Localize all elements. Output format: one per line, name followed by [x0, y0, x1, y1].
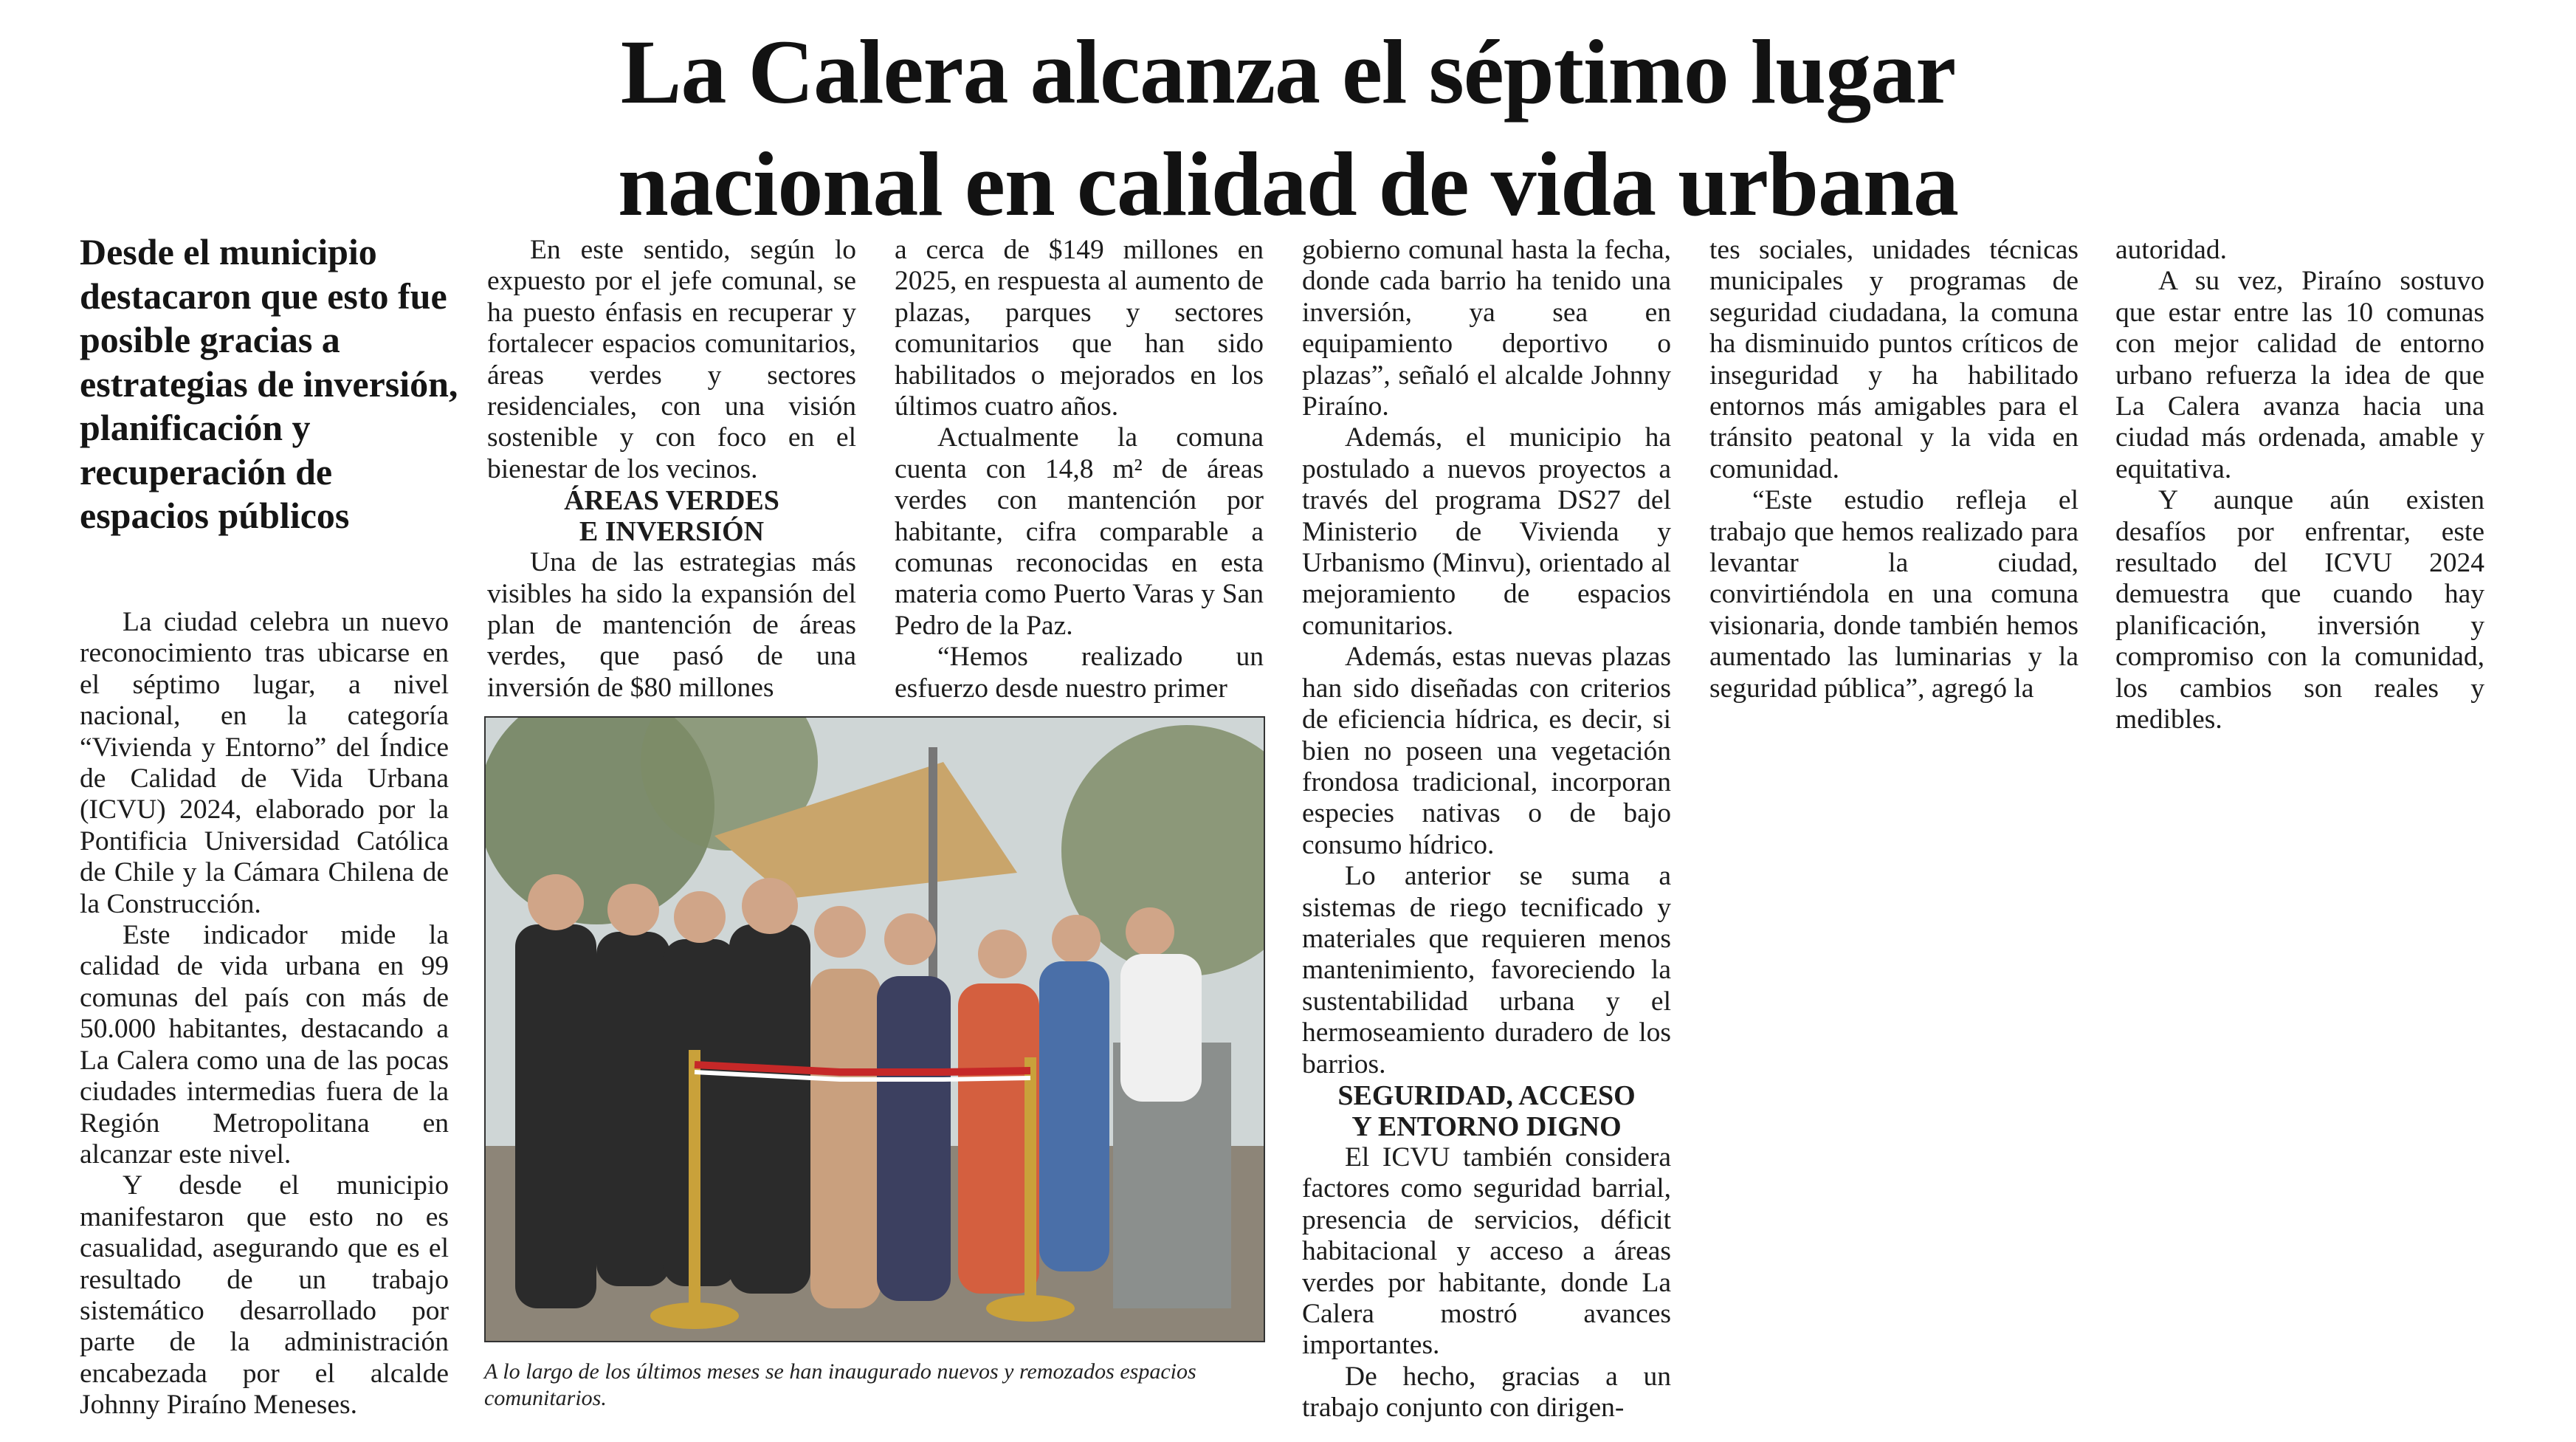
headline-line-1: La Calera alcanza el séptimo lugar — [620, 21, 1956, 123]
col4-paragraph-3: Además, estas nuevas plazas han sido diseñadas con criterios de eficiencia hídrica, es decir, si bien no poseen una vegetación frondosa tradicional, incorporan especies nativas o de bajo consumo hídrico. — [1302, 642, 1671, 860]
headline-line-2: nacional en calidad de vida urbana — [617, 134, 1959, 235]
photo-illustration — [486, 718, 1265, 1342]
col1-paragraph-3: Y desde el municipio manifestaron que esto no es casualidad, asegurando que es el resultado de un trabajo sistemático desarrollado por parte de la administración encabezada por el alcalde Johnny Piraíno Meneses. — [80, 1170, 449, 1421]
col4-paragraph-4: Lo anterior se suma a sistemas de riego tecnificado y materiales que requieren menos mantenimiento, favoreciendo la sustentabilidad urbana y el hermoseamiento duradero de los barrios. — [1302, 861, 1671, 1079]
col4-paragraph-5: El ICVU también considera factores como seguridad barrial, presencia de servicios, déficit habitacional y acceso a áreas verdes por habitante, donde La Calera mostró avances importantes. — [1302, 1141, 1671, 1361]
column-4 — [1302, 235, 1671, 1424]
headline — [0, 16, 2576, 241]
col4-paragraph-2: Además, el municipio ha postulado a nuevos proyectos a través del programa DS27 del Ministerio de Vivienda y Urbanismo (Minvu), orientado al mejoramiento de espacios comunitarios. — [1302, 422, 1671, 641]
col2-subhead-line-1: ÁREAS VERDES — [564, 485, 779, 517]
col1-paragraph-2: Este indicador mide la calidad de vida urbana en 99 comunas del país con más de 50.000 habitantes, destacando a La Calera como una de las pocas ciudades intermedias fuera de la Región Metropolitana en alcanzar este nivel. — [80, 920, 449, 1170]
column-1 — [80, 607, 449, 1421]
col2-paragraph-1: En este sentido, según lo expuesto por el jefe comunal, se ha puesto énfasis en recuperar y fortalecer espacios comunitarios, áreas verdes y sectores residenciales, con una visión sostenible y con foco en el bienestar de los vecinos. — [487, 235, 856, 484]
column-6 — [2115, 235, 2484, 736]
deck-summary: Desde el municipio destacaron que esto fue posible gracias a estrategias de inversión, planificación y recuperación de espacios públicos — [80, 231, 458, 536]
col3-paragraph-2: Actualmente la comuna cuenta con 14,8 m² de áreas verdes con mantención por habitante, cifra comparable a comunas reconocidas en esta materia como Puerto Varas y San Pedro de la Paz. — [895, 422, 1264, 641]
col4-subhead-line-1: SEGURIDAD, ACCESO — [1337, 1079, 1636, 1111]
col6-paragraph-1: autoridad. — [2115, 235, 2227, 265]
col6-paragraph-3: Y aunque aún existen desafíos por enfrentar, este resultado del ICVU 2024 demuestra que cuando hay planificación, inversión y compromiso con la comunidad, los cambios son reales y medibles. — [2115, 485, 2484, 735]
col3-paragraph-3: “Hemos realizado un esfuerzo desde nuestro primer — [895, 642, 1264, 704]
col6-paragraph-2: A su vez, Piraíno sostuvo que estar entre las 10 comunas con mejor calidad de entorno urbano refuerza la idea de que La Calera avanza hacia una ciudad más ordenada, amable y equitativa. — [2115, 266, 2484, 484]
col4-paragraph-6: De hecho, gracias a un trabajo conjunto con dirigen- — [1302, 1361, 1671, 1424]
ribbon-cutting-photo — [484, 716, 1265, 1342]
column-5 — [1709, 235, 2079, 704]
photo-caption: A lo largo de los últimos meses se han inaugurado nuevos y remozados espacios comunitarios. — [484, 1359, 1196, 1410]
col2-subhead-line-2: E INVERSIÓN — [579, 516, 765, 548]
col5-paragraph-2: “Este estudio refleja el trabajo que hemos realizado para levantar la ciudad, convirtiéndola en una comuna visionaria, donde también hemos aumentado las luminarias y la seguridad pública”, agregó la — [1709, 485, 2079, 704]
col2-paragraph-2: Una de las estrategias más visibles ha sido la expansión del plan de mantención de áreas verdes, que pasó de una inversión de $80 millones — [487, 547, 856, 703]
col4-paragraph-1: gobierno comunal hasta la fecha, donde cada barrio ha tenido una inversión, ya sea en equipamiento deportivo o plazas”, señaló el alcalde Johnny Piraíno. — [1302, 235, 1671, 422]
col3-paragraph-1: a cerca de $149 millones en 2025, en respuesta al aumento de plazas, parques y sectores comunitarios que han sido habilitados o mejorados en los últimos cuatro años. — [895, 235, 1264, 422]
col5-paragraph-1: tes sociales, unidades técnicas municipales y programas de seguridad ciudadana, la comuna ha disminuido puntos críticos de inseguridad y ha habilitado entornos más amigables para el tránsito peatonal y la vida en comunidad. — [1709, 235, 2079, 484]
column-3 — [895, 235, 1264, 704]
col4-subhead-line-2: Y ENTORNO DIGNO — [1351, 1110, 1622, 1142]
column-2 — [487, 235, 856, 704]
col1-paragraph-1: La ciudad celebra un nuevo reconocimiento tras ubicarse en el séptimo lugar, a nivel nacional, en la categoría “Vivienda y Entorno” del Índice de Calidad de Vida Urbana (ICVU) 2024, elaborado por la Pontificia Universidad Católica de Chile y la Cámara Chilena de la Construcción. — [80, 607, 449, 919]
